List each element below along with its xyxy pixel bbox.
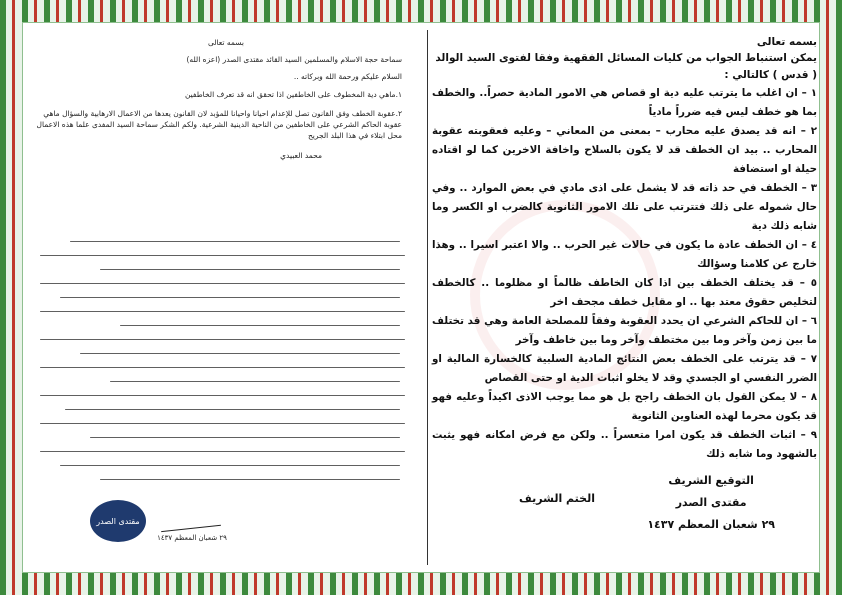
question-letter <box>30 30 422 565</box>
question-address: سماحة حجة الاسلام والمسلمين السيد القائد مقتدى الصدر (اعزه الله) <box>186 55 402 64</box>
seal-stamp-icon: مقتدى الصدر <box>90 500 146 542</box>
handwriting-line <box>40 311 405 312</box>
handwriting-line <box>40 339 405 340</box>
scanned-seal-area <box>90 500 290 570</box>
handwriting-line <box>40 423 405 424</box>
answer-item-6: ٦ – ان للحاكم الشرعي ان يحدد العقوبة وفقاً للمصلحة العامة وهي قد تختلف ما بين زمن وآخر وما بين مختطف وآخر وما بين خاطف وآخر <box>432 315 817 346</box>
handwriting-line <box>40 283 405 284</box>
handwriting-line <box>110 381 400 382</box>
answer-bsm: بسمه تعالى <box>756 36 817 48</box>
handwriting-line <box>100 479 400 480</box>
signature-name: مقتدى الصدر <box>675 496 747 509</box>
scanned-signature-date: ٢٩ شعبان المعظم ١٤٣٧ <box>157 534 227 542</box>
handwriting-line <box>65 409 400 410</box>
signature-title: التوقيع الشريف <box>668 474 754 487</box>
handwriting-line <box>40 395 405 396</box>
question-one: ١.ماهي دية المخطوف على الخاطفين اذا تحقق انه قد تعرف الخاطفين <box>184 90 402 99</box>
seal-label: الختم الشريف <box>519 492 595 505</box>
question-two: ٢.عقوبة الخطف وفق القانون تصل للإعدام احيانا واحيانا للمؤبد لان القانون يعدها من الاعمال الارهابية والسؤال ماهي عقوبة الحاكم الشرعي على الخاطفين من الناحية الدينية الشرعية. ولكم الشكر سماحة السيد المفدى علما هذه الاعمال محل ابتلاء في هذا البلد الجريح <box>36 109 402 140</box>
answer-item-5: ٥ – قد يختلف الخطف بين اذا كان الخاطف ظالماً او مظلوما .. كالخطف لتخليص حقوق معتد بها .. او مقابل خطف مجحف اخر <box>432 277 817 308</box>
handwriting-line <box>40 451 405 452</box>
answer-item-2: ٢ – انه قد يصدق عليه محارب – بمعنى من المعاني – وعليه فعقوبته عقوبة المحارب .. بيد ان الخطف قد لا يكون بالسلاح واخافة الاخرين كما لو اقتاده حيلة او استضافة <box>432 125 817 175</box>
answer-item-4: ٤ – ان الخطف عادة ما يكون في حالات غير الحرب .. والا اعتبر اسيرا .. وهذا خارج عن كلامنا وسؤالك <box>432 239 817 270</box>
signature-date: ٢٩ شعبان المعظم ١٤٣٧ <box>647 518 775 531</box>
handwriting-line <box>120 325 400 326</box>
question-greeting: السلام عليكم ورحمة الله وبركاته .. <box>293 72 402 81</box>
handwriting-line <box>60 297 400 298</box>
handwriting-line <box>70 241 400 242</box>
handwritten-signature-icon <box>159 505 221 532</box>
handwriting-line <box>40 367 405 368</box>
questioner-name: محمد العبيدي <box>280 151 322 160</box>
handwriting-line <box>90 437 400 438</box>
handwriting-line <box>60 465 400 466</box>
handwriting-line <box>100 269 400 270</box>
handwriting-line <box>80 353 400 354</box>
answer-item-3: ٣ – الخطف في حد ذاته قد لا يشمل على اذى مادي في بعض الموارد .. وفي حال شموله على ذلك فتترتب على تلك الامور الثانوية كالضرب او الكسر وما شابه ذلك دية <box>432 182 817 232</box>
answer-item-8: ٨ – لا يمكن القول بان الخطف راجح بل هو مما يوجب الاذى اكيداً وعليه فهو قد يكون محرما لهذه العناوين الثانوية <box>432 391 817 422</box>
page-divider <box>427 30 428 565</box>
answer-item-1: ١ – ان اغلب ما يترتب عليه دية او قصاص هي الامور المادية حصراً.. والخطف بما هو خطف ليس فيه ضرراً مادياً <box>432 87 817 118</box>
signature-block <box>432 470 817 570</box>
answer-document <box>432 30 817 565</box>
answer-item-9: ٩ – اثبات الخطف قد يكون امرا متعسراً .. ولكن مع فرض امكانه فهو يثبت بالشهود وما شابه ذلك <box>432 429 817 460</box>
handwriting-line <box>40 255 405 256</box>
question-bsm: بسمه تعالى <box>207 38 245 47</box>
signature-lines <box>647 470 775 536</box>
handwritten-answer-scan <box>40 235 405 490</box>
answer-intro: يمكن استنباط الجواب من كليات المسائل الفقهية وفقا لفتوى السيد الوالد ( قدس ) كالتالي : <box>435 52 817 81</box>
answer-item-7: ٧ – قد يترتب على الخطف بعض النتائج المادية السلبية كالخسارة المالية او الضرر النفسي او الجسدي وقد لا يخلو اثبات الدية او حتى القصاص <box>432 353 817 384</box>
